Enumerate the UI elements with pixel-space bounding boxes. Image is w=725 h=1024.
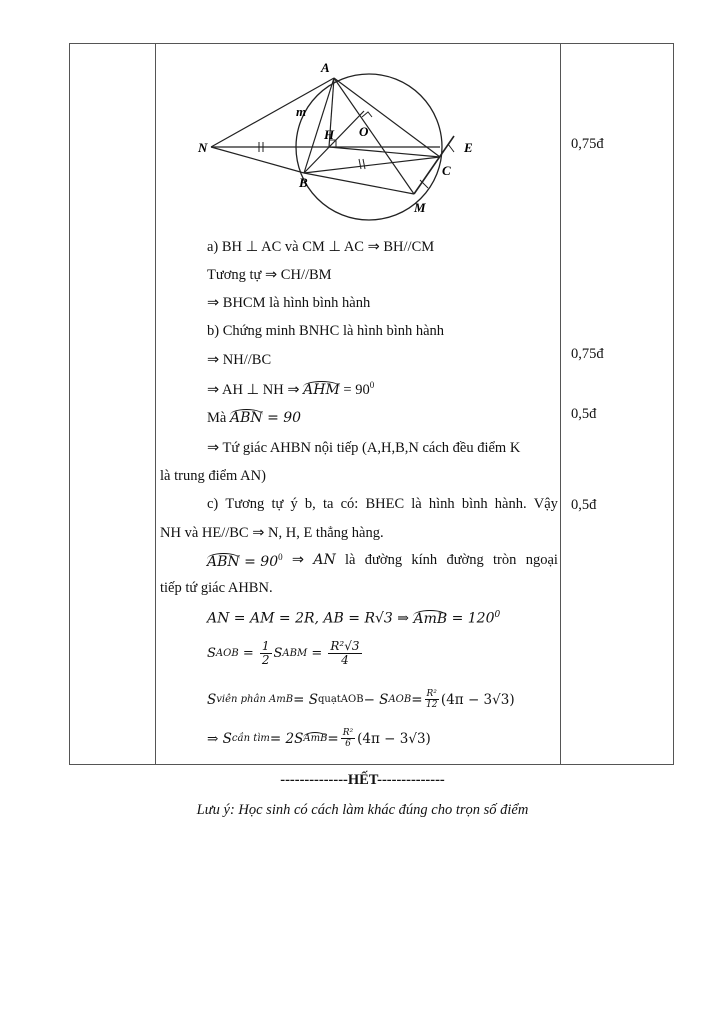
part-b-line-1: b) Chứng minh BNHC là hình bình hành [207,323,445,339]
line-bc [304,157,440,173]
line-bh-ext [304,111,364,173]
area-aob-formula: S AOB = $\frac{1}{2}$ S ABM = $\frac{\text{R²√3}}{4}$ [207,639,360,667]
part-c-line-2: NH và HE//BC ⇒ N, H, E thẳng hàng. [160,525,384,541]
grading-note: Lưu ý: Học sinh có cách làm khác đúng cho trọn số điểm [196,802,529,818]
arc-amb: AmB [413,610,448,627]
label-n: N [198,140,208,155]
arc-abn-2: ABN [207,553,240,570]
label-m-point: M [414,200,426,215]
label-c: C [442,163,451,178]
part-c-line-5: AN = AM = 2R, AB = R√3 ⇒ AmB = $120^0$ [207,610,501,627]
arc-abn: ABN [229,410,263,426]
line-hc [329,147,440,157]
label-b: B [299,175,308,190]
part-a-line-1: a) BH ⊥ AC và CM ⊥ AC ⇒ BH//CM [207,239,435,255]
geometry-figure [196,56,496,224]
score-4: 0,5đ [571,497,597,513]
answer-table [69,43,674,765]
solution-cell [156,44,561,765]
part-c-line-4: tiếp tứ giác AHBN. [160,580,273,596]
part-b-line-4: Mà ABN = 90 [207,410,302,426]
label-a: A [321,60,330,75]
part-b-line-2: ⇒ NH//BC [207,352,272,368]
label-h: H [324,127,335,142]
line-ac [334,78,440,157]
score-1: 0,75đ [571,136,604,152]
end-marker: --------------HẾT-------------- [280,772,445,788]
part-b-line-3: ⇒ AH ⊥ NH ⇒ AHM = $90^0$ [207,380,375,398]
score-cell [561,44,674,765]
label-e: E [464,140,473,155]
part-c-line-1: c) Tương tự ý b, ta có: BHEC là hình bình hành. Vậy [207,496,558,512]
score-2: 0,75đ [571,346,604,362]
right-angle-mark-1 [362,112,372,117]
part-c-line-3: ABN = $90^0$ ⇒ AN là đường kính đường tròn ngoại [207,552,558,570]
line-bm [304,173,414,194]
line-am [334,78,414,194]
part-a-line-3: ⇒ BHCM là hình bình hành [207,295,371,311]
line-nb [211,147,304,173]
part-b-line-6: là trung điểm AN) [160,468,266,484]
label-m: m [296,104,307,119]
arc-ahm: AHM [303,381,340,398]
score-3: 0,5đ [571,406,597,422]
part-a-line-2: Tương tự ⇒ CH//BM [207,267,332,283]
part-b-line-5: ⇒ Tứ giác AHBN nội tiếp (A,H,B,N cách đều điểm K [207,440,521,456]
question-number-cell [70,44,156,765]
label-o: O [359,124,369,139]
target-area-formula: ⇒ S cần tìm = 2S AmB = $\frac{\text{R²}}{6}$ (4π − 3√3) [207,728,431,749]
segment-area-formula: S viên phân AmB = S quạtAOB − S AOB = $\frac{\text{R²}}{12}$ (4π − 3√3) [207,689,515,710]
